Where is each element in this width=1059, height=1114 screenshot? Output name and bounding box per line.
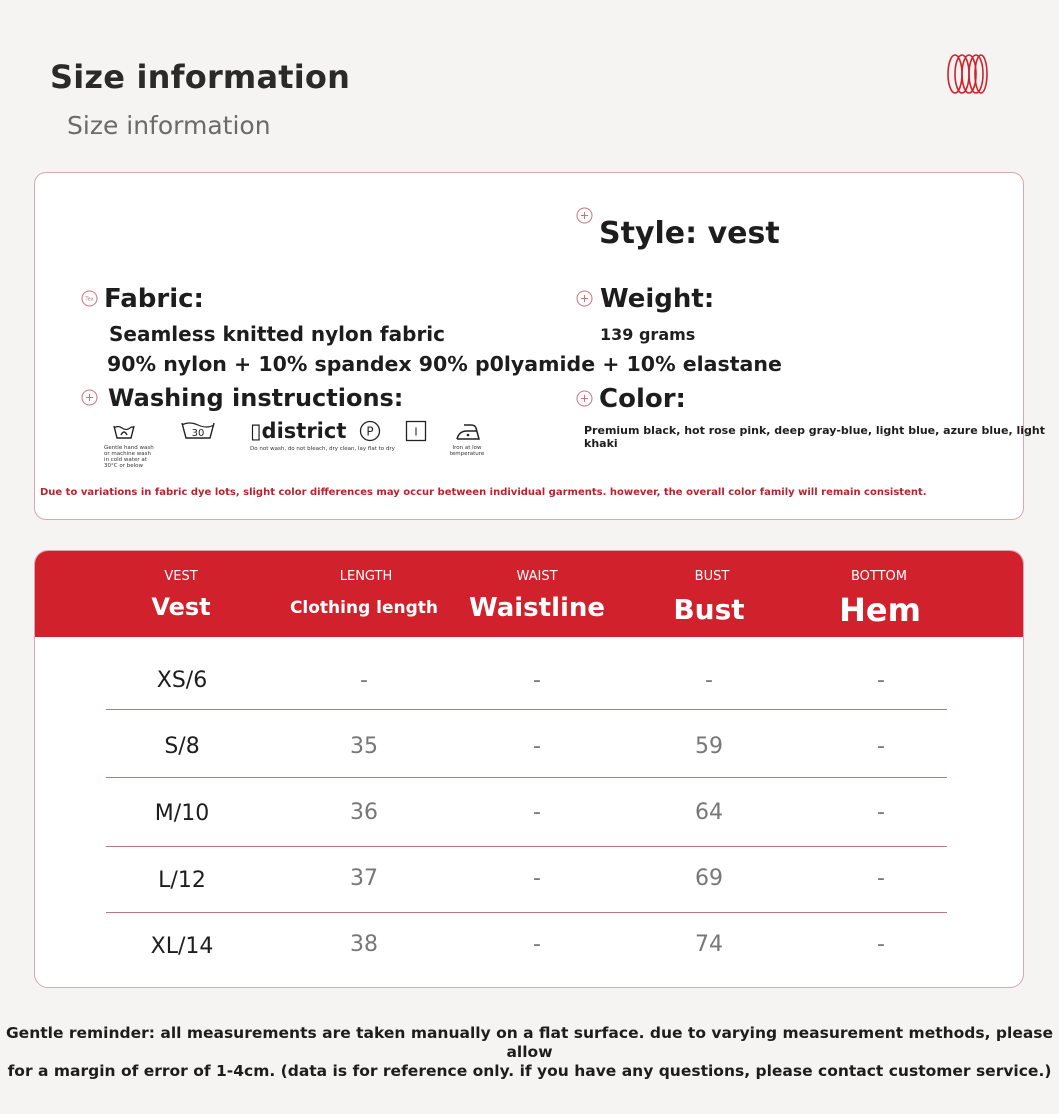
table-header xyxy=(35,551,1023,637)
machine-wash-30-icon xyxy=(180,418,216,440)
lay-flat-dry-icon xyxy=(405,420,427,442)
col-hem-en: BOTTOM xyxy=(850,569,908,584)
row-divider xyxy=(106,709,947,710)
color-label: Color: xyxy=(599,384,686,414)
fabric-label: Fabric: xyxy=(104,284,204,314)
col-hem: Hem xyxy=(839,591,921,629)
table-cell-bust: 74 xyxy=(695,932,723,957)
col-length: Clothing length xyxy=(289,598,439,618)
iron-low-icon xyxy=(455,420,481,442)
hand-wash-icon xyxy=(112,420,136,440)
table-cell-bust: 69 xyxy=(695,866,723,891)
plus-circle-icon xyxy=(81,389,98,406)
table-cell-length: 38 xyxy=(350,932,378,957)
table-cell-waist: - xyxy=(533,866,541,891)
size-table xyxy=(34,550,1024,988)
col-bust: Bust xyxy=(673,593,745,626)
table-cell-waist: - xyxy=(533,734,541,759)
table-row-size: M/10 xyxy=(154,801,210,826)
table-cell-length: - xyxy=(360,668,368,693)
fabric-composition: 90% nylon + 10% spandex 90% p0lyamide + 10% elastane xyxy=(107,352,782,376)
product-info-card xyxy=(34,172,1024,520)
color-list: Premium black, hot rose pink, deep gray-blue, light blue, azure blue, light khaki xyxy=(584,424,1045,450)
district-label: ▯district xyxy=(250,419,347,443)
page-title: Size information xyxy=(50,58,351,96)
style-label: Style: vest xyxy=(599,216,780,251)
row-divider xyxy=(106,846,947,847)
table-cell-bust: - xyxy=(705,668,713,693)
table-cell-hem: - xyxy=(877,734,885,759)
col-waist-en: WAIST xyxy=(516,569,558,584)
table-cell-waist: - xyxy=(533,800,541,825)
table-row-size: S/8 xyxy=(164,734,200,759)
svg-text:30: 30 xyxy=(191,428,205,439)
svg-text:P: P xyxy=(366,424,374,439)
table-cell-length: 37 xyxy=(350,866,378,891)
table-cell-hem: - xyxy=(877,932,885,957)
row-divider xyxy=(106,777,947,778)
washing-label: Washing instructions: xyxy=(108,384,404,412)
hand-wash-caption: Gentle hand wash or machine wash in cold water at 30°C or below xyxy=(104,445,154,469)
table-cell-waist: - xyxy=(533,668,541,693)
fabric-description: Seamless knitted nylon fabric xyxy=(109,322,446,346)
table-cell-bust: 64 xyxy=(695,800,723,825)
svg-text:Tex: Tex xyxy=(85,296,94,303)
weight-label: Weight: xyxy=(600,284,715,314)
reminder-line-1: Gentle reminder: all measurements are taken manually on a flat surface. due to varying measurement methods, please allow xyxy=(5,1024,1054,1061)
table-cell-hem: - xyxy=(877,866,885,891)
page-subtitle: Size information xyxy=(67,111,271,140)
plus-circle-icon xyxy=(576,290,593,307)
rings-logo-icon xyxy=(944,52,990,96)
iron-caption: Iron at low temperature xyxy=(449,445,485,457)
color-variation-note: Due to variations in fabric dye lots, slight color differences may occur between individual garments. however, the overall color family will remain consistent. xyxy=(40,487,927,498)
measurement-reminder xyxy=(0,1024,1059,1081)
care-caption: Do not wash, do not bleach, dry clean, lay flat to dry xyxy=(250,446,395,452)
table-row-size: XS/6 xyxy=(156,668,208,693)
col-waist: Waistline xyxy=(468,593,606,623)
plus-circle-icon xyxy=(576,390,593,407)
col-length-en: LENGTH xyxy=(339,569,393,584)
plus-circle-icon xyxy=(576,207,593,224)
table-cell-length: 35 xyxy=(350,734,378,759)
reminder-line-2: for a margin of error of 1-4cm. (data is for reference only. if you have any questions, please contact customer service.) xyxy=(7,1062,1052,1080)
col-vest-en: VEST xyxy=(164,569,198,584)
col-vest: Vest xyxy=(151,593,211,621)
table-row-size: L/12 xyxy=(158,868,206,893)
table-cell-waist: - xyxy=(533,932,541,957)
fabric-badge-icon xyxy=(81,290,98,307)
col-bust-en: BUST xyxy=(694,569,730,584)
table-cell-length: 36 xyxy=(350,800,378,825)
table-cell-hem: - xyxy=(877,800,885,825)
dry-clean-icon xyxy=(359,420,381,442)
table-cell-hem: - xyxy=(877,668,885,693)
table-cell-bust: 59 xyxy=(695,734,723,759)
row-divider xyxy=(106,912,947,913)
table-row-size: XL/14 xyxy=(150,934,214,959)
weight-value: 139 grams xyxy=(600,325,696,344)
svg-text:I: I xyxy=(414,425,418,439)
